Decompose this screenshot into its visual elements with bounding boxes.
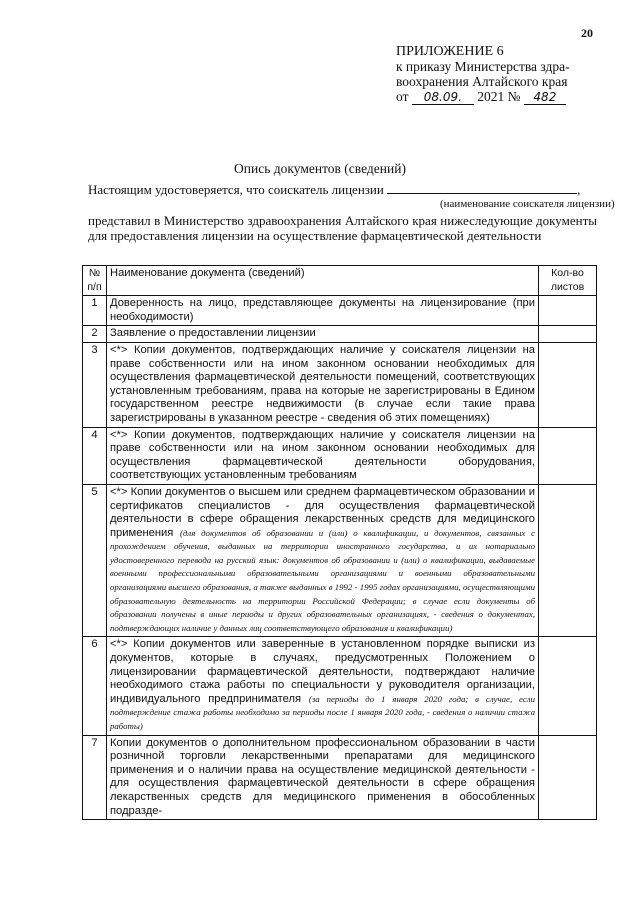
header-name: Наименование документа (сведений): [107, 266, 539, 296]
row-text: <*> Копии документов, подтверждающих наличие у соискателя лицензии на праве собственности или на ином законном основании необходимых для осуществления фармацевтической деятельности оборудования, соответствующих установленным требованиям: [107, 427, 539, 484]
page-number: 20: [581, 26, 593, 40]
certify-line: [88, 182, 597, 197]
table-row: [83, 427, 597, 484]
table-header-row: [83, 266, 597, 296]
row-num: 7: [83, 735, 107, 820]
row-main-text: <*> Копии документов или заверенные в установленном порядке выписки из документов, которые в случаях, предусмотренных Положением о лицензировании фармацевтической деятельности, подтверждают наличие необходимого стажа работы по специальности у руководителя организации, индивидуального предпринимателя: [110, 638, 535, 705]
row-count-cell: [539, 296, 597, 326]
row-num: 3: [83, 342, 107, 427]
row-num: 2: [83, 326, 107, 343]
row-count-cell: [539, 735, 597, 820]
header-num: № п/п: [83, 266, 107, 296]
order-year: 2021 №: [477, 89, 521, 104]
table-row: [83, 484, 597, 637]
row-footnote-text: (для документов об образовании и (или) о квалификации, и документов, связанных с прохождением обучения, выданных на территории иностранного государства, и их нотариально удостоверенного перевода на русский язык: документов об образовании и (или) о квалификации, выдаваемые военными профессиональными образовательными организациями и военными образовательными организациями высшего образования, а также выданных в 1992 - 1995 годах организациями, осуществляющими образовательную деятельность на территории Российской Федерации; в случае если документы об образовании получены в иные периоды и других образовательных организациях, - сведения о документах, подтверждающих наличие у данных лиц соответствующего образования и квалификации): [110, 527, 536, 633]
row-text: [107, 637, 539, 735]
row-num: 4: [83, 427, 107, 484]
row-count-cell: [539, 427, 597, 484]
table-row: [83, 342, 597, 427]
row-text: [107, 484, 539, 637]
table-row: [83, 735, 597, 820]
row-num: 1: [83, 296, 107, 326]
appendix-header: [396, 44, 606, 105]
handwritten-date: 08.09.: [412, 91, 474, 105]
intro-paragraph: представил в Министерство здравоохранения Алтайского края нижеследующие документы для предоставления лицензии на осуществление фармацевтической деятельности: [88, 213, 597, 243]
certify-comma: ,: [577, 182, 581, 197]
row-count-cell: [539, 484, 597, 637]
row-footnote-text: (за периоды до 1 января 2020 года; в случае, если подтверждение стажа работы необходимо за периоды после 1 января 2020 года, - сведения о наличии стажа работы): [110, 693, 535, 731]
table-row: [83, 296, 597, 326]
appendix-title: ПРИЛОЖЕНИЕ 6: [396, 44, 504, 59]
row-text: Доверенность на лицо, представляющее документы на лицензирование (при необходимости): [107, 296, 539, 326]
table-row: [83, 326, 597, 343]
document-title: Опись документов (сведений): [234, 161, 406, 176]
row-num: 5: [83, 484, 107, 637]
applicant-blank-line: [387, 182, 577, 194]
row-main-text: <*> Копии документов о высшем или среднем фармацевтическом образовании и сертификатов специалистов - для осуществления фармацевтической деятельности в сфере обращения лекарственных средств для медицинского применения: [110, 485, 535, 539]
certify-text: Настоящим удостоверяется, что соискатель лицензии: [88, 182, 384, 197]
row-count-cell: [539, 342, 597, 427]
row-text: Копии документов о дополнительном профессиональном образовании в части розничной торговли лекарственными препаратами для медицинского применения и о наличии права на осуществление медицинской деятельности - для осуществления фармацевтической деятельности в сфере обращения лекарственных средств для медицинского применения в обособленных подразде-: [107, 735, 539, 820]
handwritten-number: 482: [524, 91, 566, 105]
order-date-line: [396, 89, 606, 105]
appendix-line-3: воохранения Алтайского края: [396, 74, 568, 89]
applicant-hint: (наименование соискателя лицензии): [440, 198, 615, 210]
row-text: <*> Копии документов, подтверждающих наличие у соискателя лицензии на праве собственности или на ином законном основании необходимых для осуществления фармацевтической деятельности помещений, соответствующих установленным требованиям, права на которые не зарегистрированы в Едином государственном реестре недвижимости (в случае если такие права зарегистрированы в указанном реестре - сведения об этих помещениях): [107, 342, 539, 427]
documents-table: [82, 265, 597, 820]
row-num: 6: [83, 637, 107, 735]
date-prefix: от: [396, 89, 409, 104]
row-text: Заявление о предоставлении лицензии: [107, 326, 539, 343]
row-count-cell: [539, 326, 597, 343]
appendix-line-2: к приказу Министерства здра-: [396, 59, 570, 74]
table-row: [83, 637, 597, 735]
header-count: Кол-во листов: [539, 266, 597, 296]
row-count-cell: [539, 637, 597, 735]
